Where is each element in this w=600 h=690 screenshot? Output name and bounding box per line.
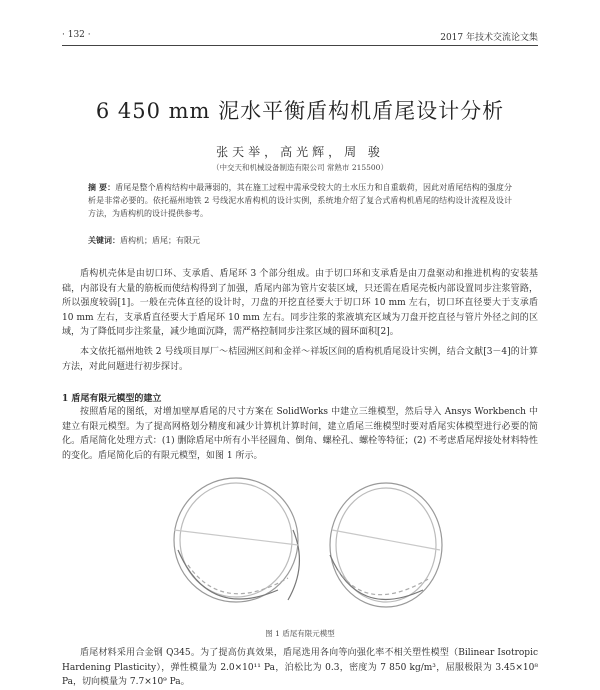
abstract	[88, 181, 512, 220]
abstract-label: 摘 要：	[88, 182, 116, 192]
paragraph-model: 按照盾尾的图纸，对增加壁厚盾尾的尺寸方案在 SolidWorks 中建立三维模型，然后导入 Ansys Workbench 中建立有限元模型。为了提高网格划分精度和减少计算机计算时间，建立盾尾三维模型时要对盾尾实体模型进行必要的简化。盾尾简化处理方式：(1) 删除盾尾中所有小半径圆角、倒角、螺栓孔、螺栓等特征；(2) 不考虑盾尾焊接处材料特性的变化。盾尾简化后的有限元模型，如图 1 所示。	[62, 407, 538, 461]
paragraph-material: 盾尾材料采用合金钢 Q345。为了提高仿真效果，盾尾选用各向等向强化率不相关塑性模型（Bilinear Isotropic Hardening Plasticity），弹性模量为 2.0×10¹¹ Pa，泊松比为 0.3，密度为 7 850 kg/m³，屈服极限为 3.45×10⁸ Pa，切向模量为 7.7×10⁹ Pa。	[62, 648, 538, 687]
section-heading: 1 盾尾有限元模型的建立	[62, 394, 162, 404]
header-rule	[62, 45, 538, 46]
figure-caption: 图 1 盾尾有限元模型	[265, 629, 335, 638]
abstract-text: 盾尾是整个盾构结构中最薄弱的，其在施工过程中需承受较大的土水压力和自重载荷，因此对盾尾结构的强度分析是非常必要的。依托福州地铁 2 号线泥水盾构机的设计实例，系统地介绍了复合式盾构机盾尾的结构设计流程及设计方法，为盾构机的设计提供参考。	[88, 183, 512, 218]
author-list: 张天举，高光辉，周 骏	[216, 145, 384, 159]
paragraph-intro: 盾构机壳体是由切口环、支承盾、盾尾环 3 个部分组成。由于切口环和支承盾是由刀盘驱动和推进机构的安装基础，内部设有大量的筋板而使结构得到了加强，盾尾内部为管片安装区域，只还需在盾尾壳板内部设置同步注浆管路，所以强度较弱[1]。一般在壳体直径的设计时，刀盘的开挖直径要大于切口环 10 mm 左右，切口环直径要大于支承盾 10 mm 左右，支承盾直径要大于盾尾环 10 mm 左右。同步注浆的浆液填充区域为刀盘开挖直径与管片外径之间的区域，为了降低同步注浆量，减少地面沉降，需严格控制同步注浆区域的圆环面积[2]。	[62, 269, 538, 337]
running-header	[62, 30, 538, 44]
paragraph-scope: 本文依托福州地铁 2 号线项目厚厂～桔园洲区间和金祥～祥坂区间的盾构机盾尾设计实例，结合文献[3－4]的计算方法，对此问题进行初步探讨。	[62, 347, 538, 372]
shield-tail-model-right	[330, 483, 442, 607]
keywords-text: 盾构机；盾尾；有限元	[120, 236, 200, 245]
paper-title: 6 450 mm 泥水平衡盾构机盾尾设计分析	[95, 99, 505, 123]
page-number: · 132 ·	[62, 30, 91, 40]
keywords	[88, 235, 512, 246]
figure-fe-model	[148, 470, 452, 625]
shield-tail-model-left	[174, 478, 299, 602]
affiliation: （中交天和机械设备制造有限公司 常熟市 215500）	[212, 163, 388, 172]
keywords-label: 关键词：	[88, 235, 120, 245]
journal-name: 2017 年技术交流论文集	[440, 33, 538, 43]
